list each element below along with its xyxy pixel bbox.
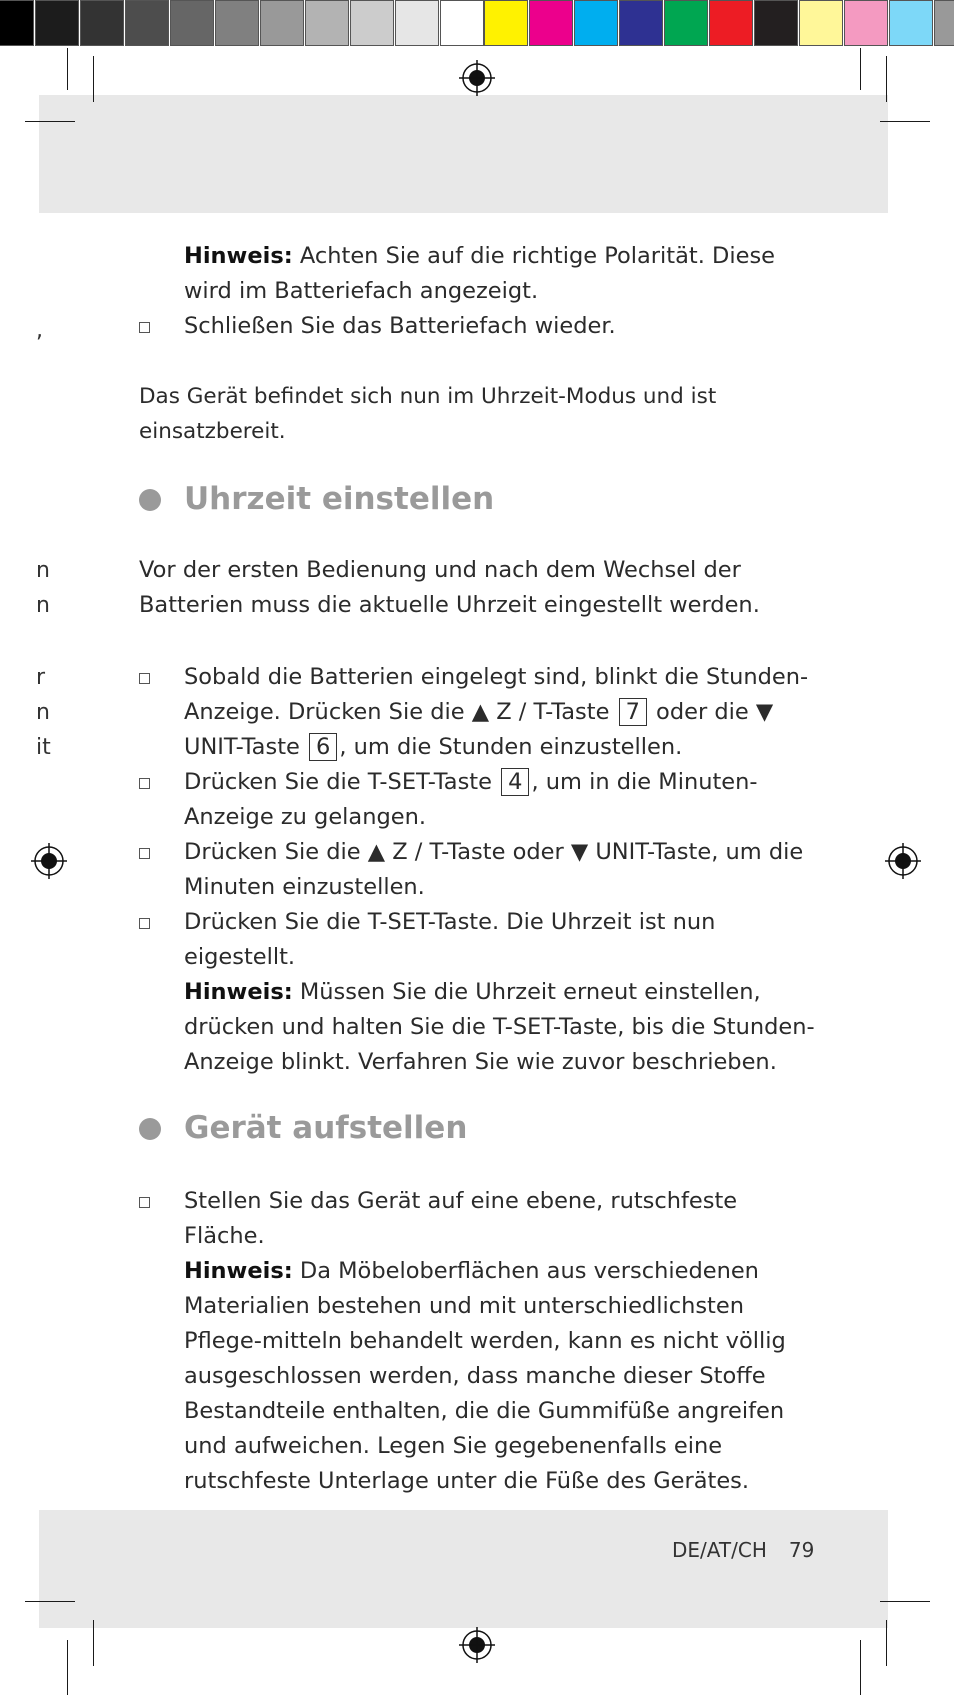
ready-paragraph: Das Gerät befindet sich nun im Uhrzeit-Modus und ist einsatzbereit. xyxy=(139,384,717,444)
section-heading xyxy=(139,1108,839,1148)
list-item-text: Schließen Sie das Batteriefach wieder. xyxy=(184,313,616,339)
list-item-text: Stellen Sie das Gerät auf eine ebene, rutschfeste Fläche. Hinweis: Da Möbeloberflächen aus verschiedenen Materialien bestehen und mit unterschiedlichsten Pflege-mitteln behandelt werden, kann es nicht völlig ausgeschlossen werden, dass manche dieser Stoffe Bestandteile enthalten, die die Gummifüße angreifen und aufweichen. Legen Sie gegebenenfalls eine rutschfeste Unterlage unter die Füße des Gerätes. xyxy=(184,1188,786,1494)
color-swatch xyxy=(574,0,618,46)
registration-mark-icon xyxy=(31,843,67,879)
checkbox-bullet-icon xyxy=(139,918,150,929)
note-label: Hinweis: xyxy=(184,243,293,269)
color-swatch xyxy=(529,0,573,46)
color-swatch xyxy=(484,0,528,46)
key-number-badge: 6 xyxy=(309,733,337,761)
checkbox-bullet-icon xyxy=(139,1197,150,1208)
color-swatch xyxy=(170,0,214,46)
crop-mark xyxy=(25,1601,75,1602)
color-swatch xyxy=(215,0,259,46)
polarity-note xyxy=(184,239,824,309)
crop-mark xyxy=(880,121,930,122)
registration-mark-icon xyxy=(459,60,495,96)
crop-mark xyxy=(886,1620,887,1666)
color-swatch xyxy=(889,0,933,46)
crop-mark xyxy=(25,121,75,122)
checkbox-bullet-icon xyxy=(139,778,150,789)
color-swatch xyxy=(0,0,34,46)
crop-mark xyxy=(93,56,94,102)
heading-text: Gerät aufstellen xyxy=(184,1110,468,1146)
color-swatch xyxy=(754,0,798,46)
heading-text: Uhrzeit einstellen xyxy=(184,481,495,517)
color-swatch xyxy=(934,0,954,46)
checkbox-bullet-icon xyxy=(139,673,150,684)
color-swatch xyxy=(305,0,349,46)
color-swatch xyxy=(350,0,394,46)
crop-mark xyxy=(67,48,68,90)
registration-mark-icon xyxy=(459,1627,495,1663)
footer-band xyxy=(39,1510,888,1628)
bullet-dot-icon xyxy=(139,1118,161,1140)
color-swatch xyxy=(709,0,753,46)
crop-mark xyxy=(93,1620,94,1666)
color-swatch xyxy=(80,0,124,46)
margin-fragment: n xyxy=(36,700,50,725)
color-calibration-bar xyxy=(484,0,954,48)
list-item-text: Drücken Sie die ▲ Z / T-Taste oder ▼ UNIT-Taste, um die Minuten einzustellen. xyxy=(184,839,804,900)
color-swatch xyxy=(125,0,169,46)
color-swatch xyxy=(35,0,79,46)
list-item-text: Sobald die Batterien eingelegt sind, blinkt die Stunden-Anzeige. Drücken Sie die ▲ Z / T-Taste 7 oder die ▼ UNIT-Taste 6 , um die Stunden einzustellen. xyxy=(184,664,809,760)
color-swatch xyxy=(799,0,843,46)
list-item-text: Drücken Sie die T-SET-Taste. Die Uhrzeit ist nun eigestellt. Hinweis: Müssen Sie die Uhrzeit erneut einstellen, drücken und halten Sie die T-SET-Taste, bis die Stunden-Anzeige blinkt. Verfahren Sie wie zuvor beschrieben. xyxy=(184,909,815,1075)
grayscale-calibration-bar xyxy=(0,0,485,48)
intro-paragraph: Vor der ersten Bedienung und nach dem Wechsel der Batterien muss die aktuelle Uhrzeit eingestellt werden. xyxy=(139,557,760,618)
margin-fragment: n xyxy=(36,593,50,618)
margin-fragment: it xyxy=(36,735,51,760)
crop-mark xyxy=(880,1601,930,1602)
crop-mark xyxy=(67,1640,68,1695)
list-item xyxy=(139,309,819,344)
margin-fragment: , xyxy=(36,318,43,343)
checkbox-bullet-icon xyxy=(139,848,150,859)
color-swatch xyxy=(844,0,888,46)
color-swatch xyxy=(619,0,663,46)
color-swatch xyxy=(664,0,708,46)
color-swatch xyxy=(395,0,439,46)
crop-mark xyxy=(860,1640,861,1695)
list-item xyxy=(139,765,819,835)
crop-mark xyxy=(860,48,861,90)
note-label: Hinweis: xyxy=(184,1258,293,1284)
note-label: Hinweis: xyxy=(184,979,293,1005)
note-text: Achten Sie auf die richtige Polarität. Diese wird im Batteriefach angezeigt. xyxy=(184,243,776,304)
color-swatch xyxy=(260,0,304,46)
crop-mark xyxy=(886,56,887,102)
registration-mark-icon xyxy=(885,843,921,879)
list-item xyxy=(139,905,819,1080)
section-heading xyxy=(139,479,839,519)
list-item xyxy=(139,835,819,905)
list-item xyxy=(139,1184,819,1499)
color-swatch xyxy=(440,0,484,46)
list-item xyxy=(139,660,819,765)
key-number-badge: 4 xyxy=(501,768,529,796)
bullet-dot-icon xyxy=(139,489,161,511)
margin-fragment: n xyxy=(36,558,50,583)
key-number-badge: 7 xyxy=(619,698,647,726)
list-item-text: Drücken Sie die T-SET-Taste 4 , um in die Minuten-Anzeige zu gelangen. xyxy=(184,769,758,830)
page-footer xyxy=(672,1538,814,1562)
margin-fragment: r xyxy=(36,665,46,690)
header-band xyxy=(39,95,888,213)
checkbox-bullet-icon xyxy=(139,322,150,333)
locale-label: DE/AT/CH xyxy=(672,1538,767,1562)
page-number: 79 xyxy=(788,1538,815,1562)
